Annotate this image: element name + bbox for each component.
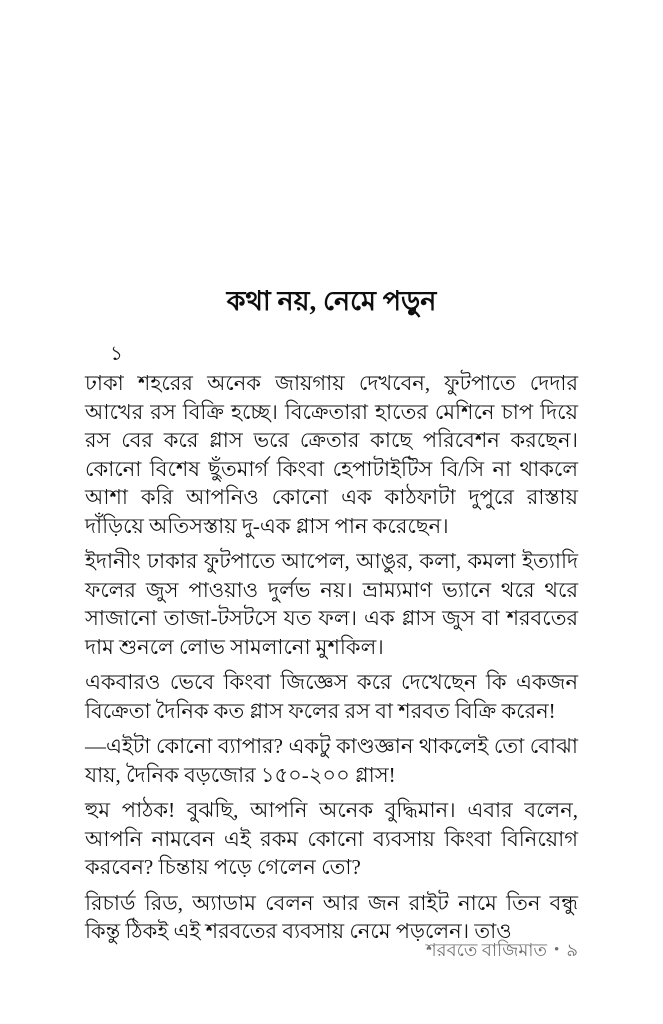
body-text [85, 369, 578, 946]
section-number: ১ [110, 343, 123, 365]
footer-page-number: ৯ [566, 940, 578, 960]
body-paragraph: ঢাকা শহরের অনেক জায়গায় দেখবেন, ফুটপাতে দেদার আখের রস বিক্রি হচ্ছে। বিক্রেতারা হাতের মেশিনে চাপ দিয়ে রস বের করে গ্লাস ভরে ক্রেতার কাছে পরিবেশন করছেন। কোনো বিশেষ ছুঁতমার্গ কিংবা হেপাটাইটিস বি/সি না থাকলে আশা করি আপনিও কোনো এক কাঠফাটা দুপুরে রাস্তায় দাঁড়িয়ে অতিসস্তায় দু-এক গ্লাস পান করেছেন। [85, 371, 578, 538]
body-paragraph: একবারও ভেবে কিংবা জিজ্ঞেস করে দেখেছেন কি একজন বিক্রেতা দৈনিক কত গ্লাস ফলের রস বা শরবত বিক্রি করেন! [85, 670, 578, 723]
page-content [85, 284, 578, 946]
chapter-title: কথা নয়, নেমে পড়ুন [226, 286, 437, 316]
body-paragraph: ইদানীং ঢাকার ফুটপাতে আপেল, আঙুর, কলা, কমলা ইত্যাদি ফলের জুস পাওয়াও দুর্লভ নয়। ভ্রাম্যমাণ ভ্যানে থরে থরে সাজানো তাজা-টসটসে যত ফল। এক গ্লাস জুস বা শরবতের দাম শুনলে লোভ সামলানো মুশকিল। [85, 549, 578, 659]
page-footer [426, 938, 578, 962]
dot-separator-icon: • [554, 942, 560, 958]
body-paragraph: রিচার্ড রিড, অ্যাডাম বেলন আর জন রাইট নামে তিন বন্ধু কিন্তু ঠিকই এই শরবতের ব্যবসায় নেমে পড়লেন। তাও [85, 890, 578, 943]
footer-book-title: শরবতে বাজিমাত [426, 940, 548, 960]
body-paragraph: —এইটা কোনো ব্যাপার? একটু কাণ্ডজ্ঞান থাকলেই তো বোঝা যায়, দৈনিক বড়জোর ১৫০-২০০ গ্লাস! [85, 734, 578, 787]
body-paragraph: হুম পাঠক! বুঝছি, আপনি অনেক বুদ্ধিমান। এবার বলেন, আপনি নামবেন এই রকম কোনো ব্যবসায় কিংবা বিনিয়োগ করবেন? চিন্তায় পড়ে গেলেন তো? [85, 798, 578, 879]
